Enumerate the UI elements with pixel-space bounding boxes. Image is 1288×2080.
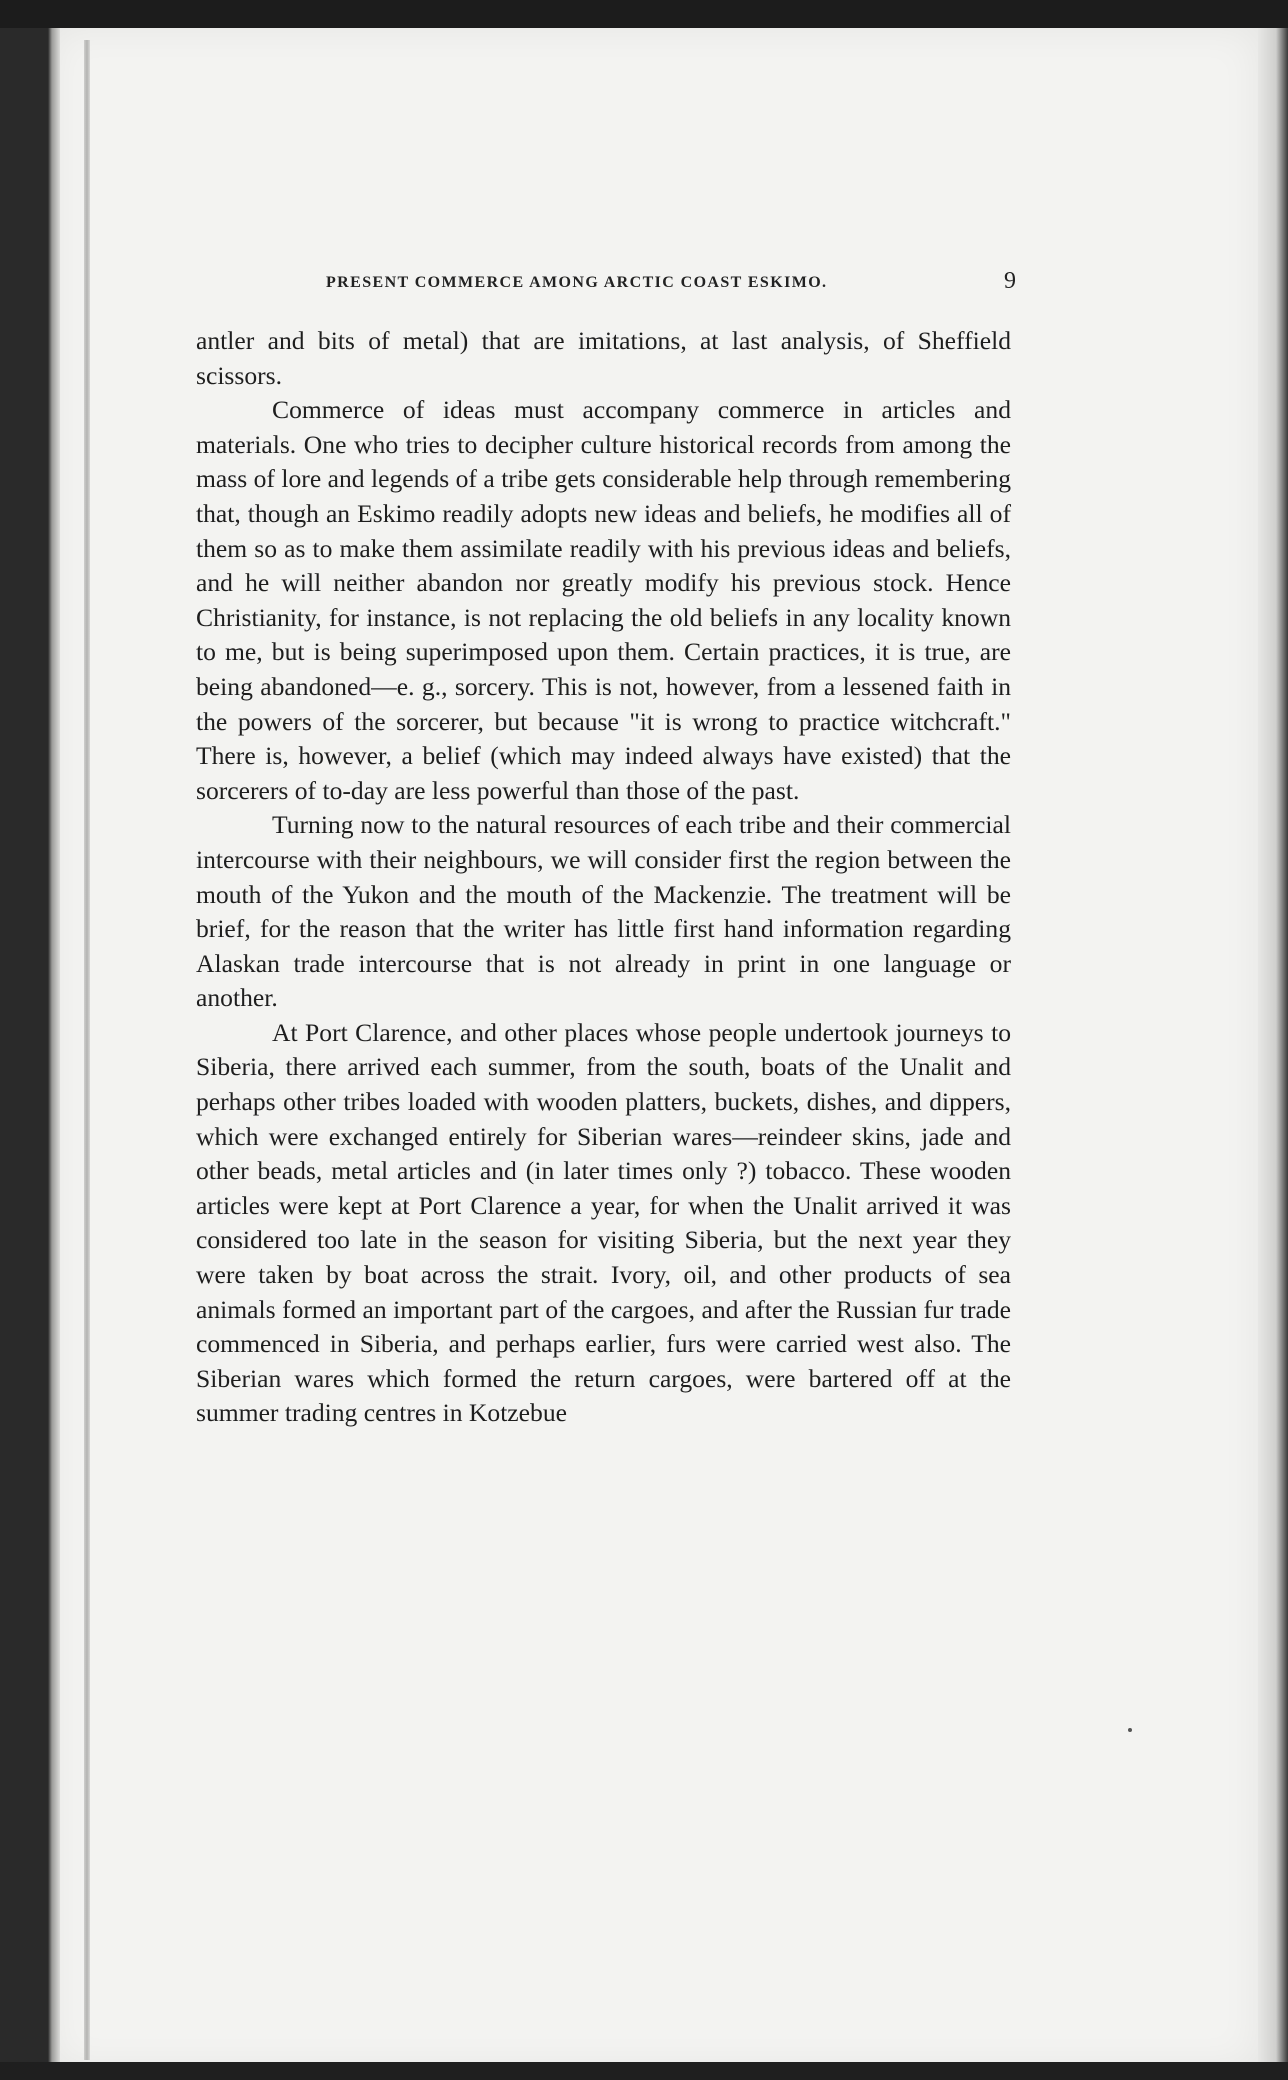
body-text	[196, 324, 1011, 1431]
scan-border-top	[0, 0, 1288, 28]
binding-gutter	[84, 40, 90, 2060]
running-title: PRESENT COMMERCE AMONG ARCTIC COAST ESKIMO.	[326, 274, 828, 291]
page-right-edge	[1258, 28, 1288, 2068]
scan-speck	[1128, 1728, 1132, 1732]
page-left-edge	[0, 28, 60, 2068]
paragraph-commerce-of-ideas: Commerce of ideas must accompany commerce in articles and materials. One who tries to decipher culture historical records from among the mass of lore and legends of a tribe gets considerable help through remembering that, though an Eskimo readily adopts new ideas and beliefs, he modifies all of them so as to make them assimilate readily with his previous ideas and beliefs, and he will neither abandon nor greatly modify his previous stock. Hence Christianity, for instance, is not replacing the old beliefs in any locality known to me, but is being superimposed upon them. Certain practices, it is true, are being abandoned—e. g., sorcery. This is not, however, from a lessened faith in the powers of the sorcerer, but because "it is wrong to practice witchcraft." There is, however, a belief (which may indeed always have existed) that the sorcerers of to-day are less powerful than those of the past.	[196, 395, 1011, 805]
paragraph-natural-resources: Turning now to the natural resources of each tribe and their commercial intercourse with their neighbours, we will consider first the region between the mouth of the Yukon and the mouth of the Mackenzie. The treatment will be brief, for the reason that the writer has little first hand information regarding Alaskan trade intercourse that is not already in print in one language or another.	[196, 810, 1011, 1013]
paragraph-continued: antler and bits of metal) that are imitations, at last analysis, of Sheffield scissors.	[196, 326, 1011, 390]
page-header	[196, 268, 1016, 302]
paragraph-port-clarence: At Port Clarence, and other places whose people undertook journeys to Siberia, there arrived each summer, from the south, boats of the Unalit and perhaps other tribes loaded with wooden platters, buckets, dishes, and dippers, which were exchanged entirely for Siberian wares—reindeer skins, jade and other beads, metal articles and (in later times only ?) tobacco. These wooden articles were kept at Port Clarence a year, for when the Unalit arrived it was considered too late in the season for visiting Siberia, but the next year they were taken by boat across the strait. Ivory, oil, and other products of sea animals formed an important part of the cargoes, and after the Russian fur trade commenced in Siberia, and perhaps earlier, furs were carried west also. The Siberian wares which formed the return cargoes, were bartered off at the summer trading centres in Kotzebue	[196, 1017, 1011, 1428]
page-number: 9	[1004, 268, 1016, 294]
scan-border-bottom	[0, 2062, 1288, 2080]
